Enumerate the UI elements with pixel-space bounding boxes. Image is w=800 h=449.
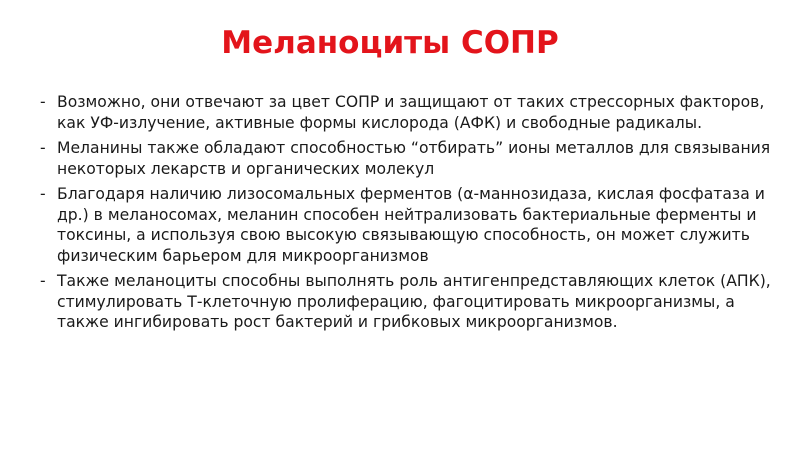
bullet-text: Меланины также обладают способностью “отбирать” ионы металлов для связывания некоторых лекарств и органических молекул bbox=[57, 139, 771, 178]
bullet-marker: - bbox=[40, 185, 46, 203]
bullet-item bbox=[40, 138, 785, 179]
bullet-text: Благодаря наличию лизосомальных ферментов (α-маннозидаза, кислая фосфатаза и др.) в меланосомах, меланин способен нейтрализовать бактериальные ферменты и токсины, а используя свою высокую связывающую способность, он может служить физическим барьером для микроорганизмов bbox=[57, 185, 765, 265]
bullet-text: Возможно, они отвечают за цвет СОПР и защищают от таких стрессорных факторов, как УФ-излучение, активные формы кислорода (АФК) и свободные радикалы. bbox=[57, 93, 765, 132]
bullet-item bbox=[40, 271, 785, 333]
bullet-marker: - bbox=[40, 93, 46, 111]
bullet-marker: - bbox=[40, 272, 46, 290]
bullet-item bbox=[40, 92, 785, 133]
bullet-item bbox=[40, 184, 785, 266]
bullet-marker: - bbox=[40, 139, 46, 157]
bullet-text: Также меланоциты способны выполнять роль антигенпредставляющих клеток (АПК), стимулировать Т-клеточную пролиферацию, фагоцитировать микроорганизмы, а также ингибировать рост бактерий и грибковых микроорганизмов. bbox=[57, 272, 771, 331]
bullet-list bbox=[40, 92, 785, 338]
slide-title: Меланоциты СОПР bbox=[221, 25, 559, 61]
